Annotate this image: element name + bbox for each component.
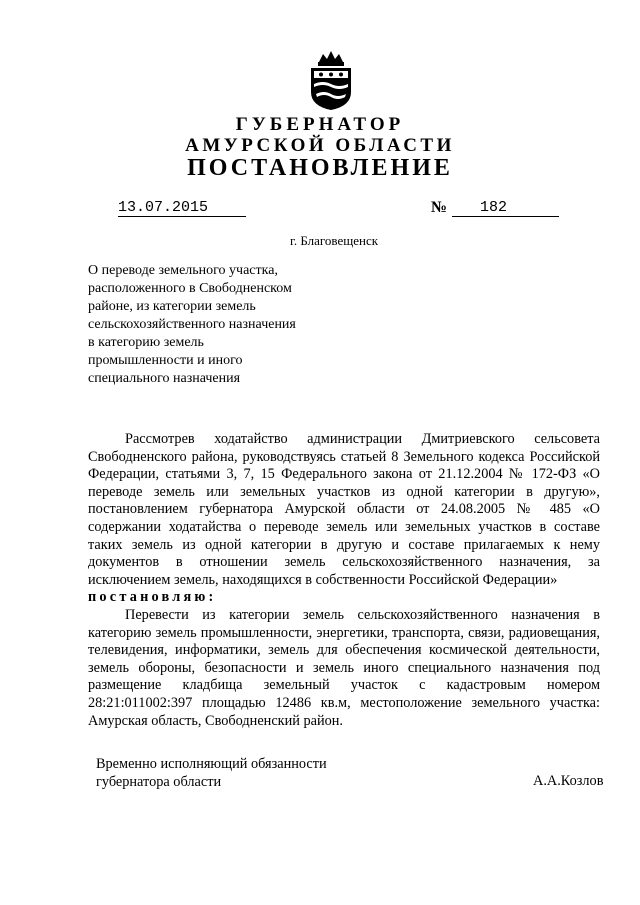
document-body <box>88 431 600 730</box>
subject-line: специального назначения <box>88 371 241 386</box>
document-subject <box>88 262 348 388</box>
signatory-position-line: губернатора области <box>96 774 222 790</box>
preamble-paragraph: Рассмотрев ходатайство администрации Дмитриевского сельсовета Свободненского района, руководствуясь статьей 8 Земельного кодекса Российской Федерации, статьями 3, 7, 15 Федерального закона от 21.12.2004 № 172-ФЗ «О переводе земель или земельных участков из одной категории в другую», постановлением губернатора Амурской области от 24.08.2005 № 485 «О содержании ходатайства о переводе земель или земельных участков в составе таких земель из одной категории в другую и составе прилагаемых к нему документов в отношении земель сельскохозяйственного назначения, за исключением земель, находящихся в собственности Российской Федерации» <box>88 431 600 588</box>
subject-line: расположенного в Свободненском <box>88 281 292 296</box>
subject-line: в категорию земель <box>88 335 204 350</box>
subject-line: О переводе земельного участка, <box>88 263 278 278</box>
region-heading: АМУРСКОЙ ОБЛАСТИ <box>185 135 455 156</box>
signatory-position <box>96 755 327 791</box>
city-label: г. Благовещенск <box>290 233 379 248</box>
document-date: 13.07.2015 <box>118 200 246 217</box>
document-number: 182 <box>452 200 559 217</box>
decree-paragraph: Перевести из категории земель сельскохозяйственного назначения в категорию земель промышленности, энергетики, транспорта, связи, радиовещания, телевидения, информатики, земель для обеспечения космической деятельности, земель обороны, безопасности и земель иного специального назначения под размещение кладбища земельный участок с кадастровым номером 28:21:011002:397 площадью 12486 кв.м, местоположение земельного участка: Амурская область, Свободненский район. <box>88 606 600 729</box>
document-type-title: ПОСТАНОВЛЕНИЕ <box>187 155 453 181</box>
signatory-name: А.А.Козлов <box>533 773 604 789</box>
subject-line: промышленности и иного <box>88 353 243 368</box>
coat-of-arms-emblem <box>303 48 359 112</box>
governor-heading: ГУБЕРНАТОР <box>235 114 405 135</box>
decree-word: постановляю: <box>88 589 217 606</box>
subject-line: районе, из категории земель <box>88 299 256 314</box>
signatory-position-line: Временно исполняющий обязанности <box>96 756 327 772</box>
subject-line: сельскохозяйственного назначения <box>88 317 296 332</box>
number-label: № <box>431 199 448 216</box>
